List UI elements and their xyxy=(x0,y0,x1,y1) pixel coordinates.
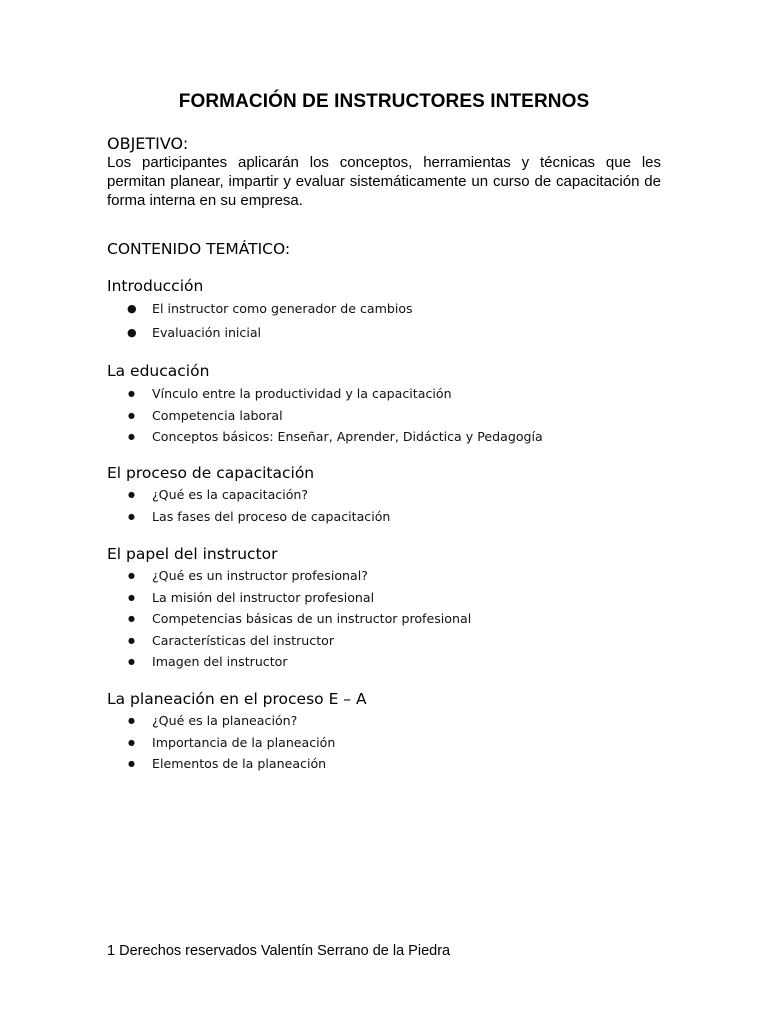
item-text: Vínculo entre la productividad y la capacitación xyxy=(152,386,452,401)
list-item xyxy=(107,753,667,775)
section-title: La educación xyxy=(107,362,210,380)
section-introduccion xyxy=(107,275,667,345)
list-item xyxy=(107,732,667,754)
list-item xyxy=(107,383,667,405)
section-planeacion xyxy=(107,688,667,775)
bullet-icon: ● xyxy=(128,511,135,521)
bullet-icon: ● xyxy=(128,592,135,602)
item-text: Elementos de la planeación xyxy=(152,756,327,771)
item-text: ¿Qué es un instructor profesional? xyxy=(152,568,368,583)
item-list xyxy=(107,297,667,345)
bullet-icon: ● xyxy=(128,614,135,623)
bullet-icon: ● xyxy=(128,490,135,499)
item-list xyxy=(107,383,667,448)
list-item xyxy=(107,565,667,587)
bullet-icon: ● xyxy=(128,410,135,420)
item-text: Las fases del proceso de capacitación xyxy=(152,508,391,524)
list-item xyxy=(107,321,667,345)
bullet-icon: ● xyxy=(128,737,135,747)
document-title: FORMACIÓN DE INSTRUCTORES INTERNOS xyxy=(178,91,590,112)
item-text: Importancia de la planeación xyxy=(152,734,336,750)
list-item xyxy=(107,484,667,506)
bullet-icon: ● xyxy=(128,759,135,768)
item-text: Conceptos básicos: Enseñar, Aprender, Didáctica y Pedagogía xyxy=(152,429,543,444)
item-list xyxy=(107,484,667,527)
bullet-icon: ● xyxy=(128,571,135,580)
item-text: Evaluación inicial xyxy=(152,325,262,340)
item-text: ¿Qué es la planeación? xyxy=(152,713,298,728)
item-list xyxy=(107,710,667,775)
bullet-icon: ● xyxy=(128,657,135,666)
list-item xyxy=(107,426,667,448)
list-item xyxy=(107,608,667,630)
bullet-icon: ● xyxy=(128,432,135,441)
section-title: El papel del instructor xyxy=(107,545,278,563)
item-text: Competencias básicas de un instructor profesional xyxy=(152,611,472,626)
section-title: La planeación en el proceso E – A xyxy=(107,690,367,708)
item-list xyxy=(107,565,667,673)
list-item xyxy=(107,506,667,528)
section-title: Introducción xyxy=(107,277,204,295)
bullet-icon: ● xyxy=(127,302,137,315)
section-title: El proceso de capacitación xyxy=(107,464,315,482)
list-item xyxy=(107,587,667,609)
list-item xyxy=(107,710,667,732)
item-text: ¿Qué es la capacitación? xyxy=(152,487,309,502)
bullet-icon: ● xyxy=(128,716,135,725)
objective-heading: OBJETIVO: xyxy=(107,134,189,153)
content-heading: CONTENIDO TEMÁTICO: xyxy=(107,240,291,258)
list-item xyxy=(107,651,667,673)
item-text: El instructor como generador de cambios xyxy=(152,301,413,316)
item-text: La misión del instructor profesional xyxy=(152,589,375,605)
bullet-icon: ● xyxy=(127,326,137,339)
list-item xyxy=(107,297,667,321)
bullet-icon: ● xyxy=(128,635,135,645)
section-papel-instructor xyxy=(107,543,667,673)
objective-text: Los participantes aplicarán los conceptos, herramientas y técnicas que les permitan planear, impartir y evaluar sistemáticamente un curso de capacitación de forma interna en su empresa. xyxy=(107,154,661,209)
item-text: Características del instructor xyxy=(152,632,335,648)
list-item xyxy=(107,630,667,652)
footer-copyright: 1 Derechos reservados Valentín Serrano de la Piedra xyxy=(107,943,451,959)
section-la-educacion xyxy=(107,360,667,448)
item-text: Competencia laboral xyxy=(152,407,283,423)
list-item xyxy=(107,405,667,427)
item-text: Imagen del instructor xyxy=(152,654,288,669)
section-proceso-capacitacion xyxy=(107,462,667,527)
bullet-icon: ● xyxy=(128,389,135,398)
